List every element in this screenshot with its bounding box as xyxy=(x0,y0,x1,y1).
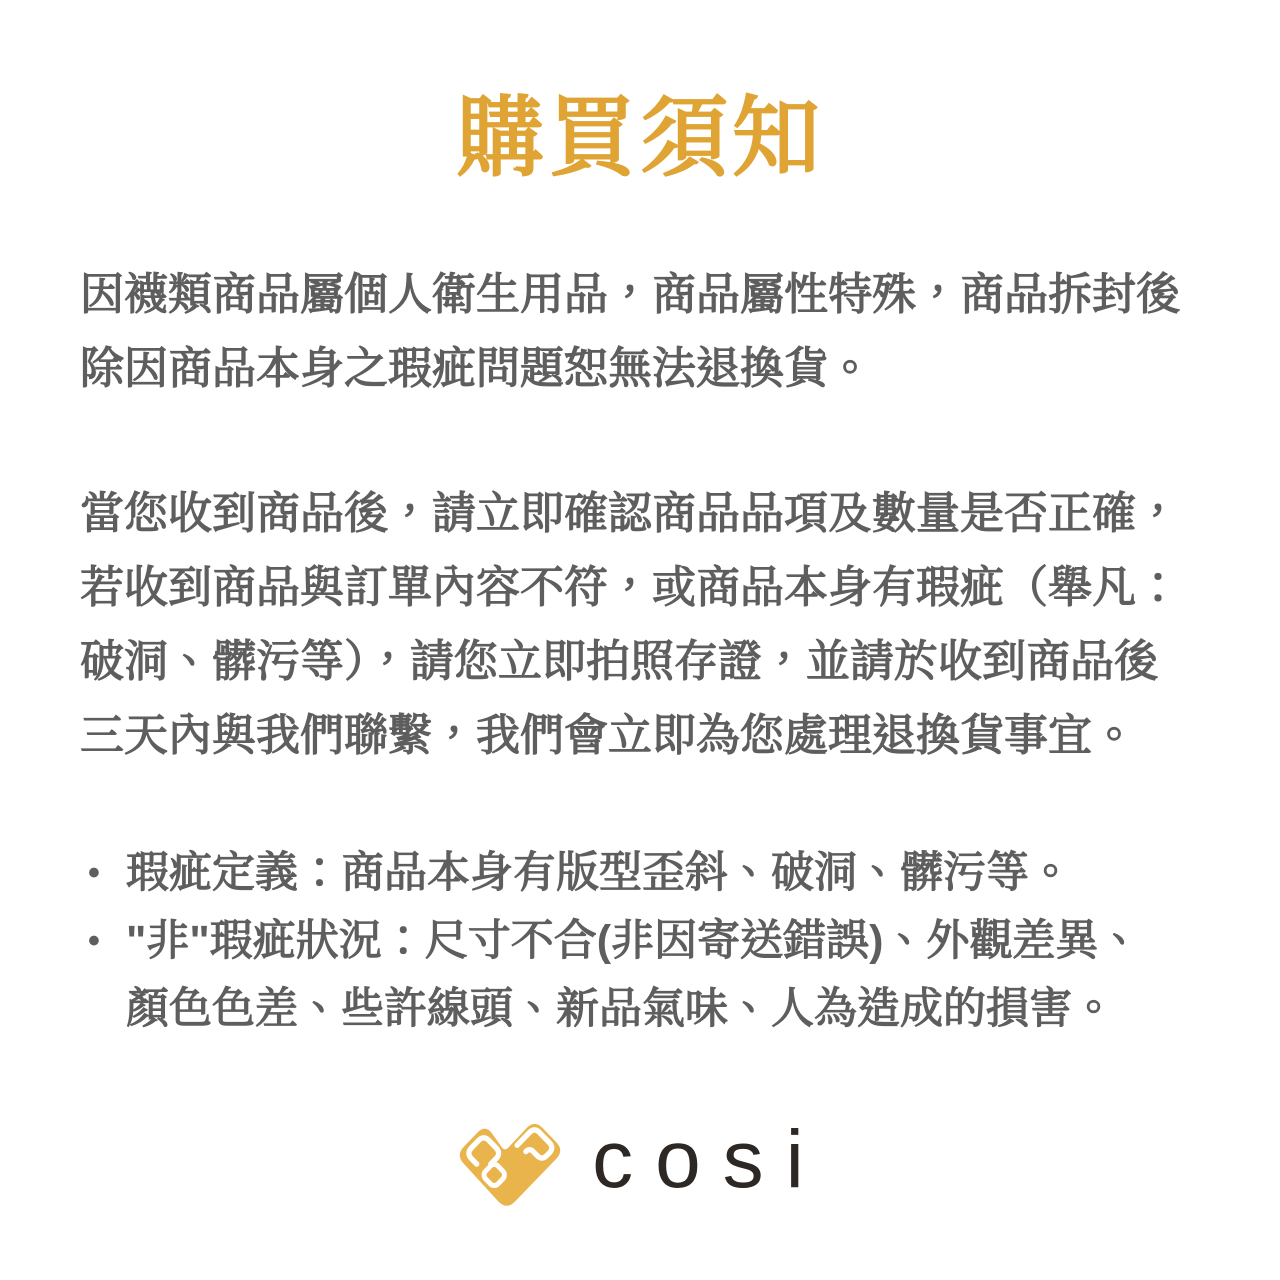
paragraph-inspection-policy xyxy=(80,477,1200,773)
bullet-non-defect-conditions xyxy=(80,907,1200,1043)
paragraph-hygiene-policy xyxy=(80,258,1200,406)
bullet-defect-definition xyxy=(80,839,1200,907)
bullet-dot: • xyxy=(88,922,100,960)
brand-footer xyxy=(0,1114,1280,1213)
text-line: 若收到商品與訂單內容不符，或商品本身有瑕疵（舉凡： xyxy=(80,563,1180,612)
text-line: 除因商品本身之瑕疵問題恕無法退換貨。 xyxy=(80,344,872,393)
text-line: 當您收到商品後，請立即確認商品品項及數量是否正確， xyxy=(80,489,1180,538)
text-line: 三天內與我們聯繫，我們會立即為您處理退換貨事宜。 xyxy=(80,711,1136,760)
text-line: 顏色色差、些許線頭、新品氣味、人為造成的損害。 xyxy=(126,985,1115,1033)
page-title: 購買須知 xyxy=(455,88,824,187)
text-line: 因襪類商品屬個人衛生用品，商品屬性特殊，商品拆封後 xyxy=(80,270,1180,319)
text-line: 瑕疵定義：商品本身有版型歪斜、破洞、髒污等。 xyxy=(126,849,1072,897)
text-line: "非"瑕疵狀況：尺寸不合(非因寄送錯誤)、外觀差異、 xyxy=(126,917,1142,965)
notice-bullet-list xyxy=(80,839,1200,1043)
bullet-text xyxy=(126,839,1200,907)
bullet-dot: • xyxy=(88,854,100,892)
text-line: 破洞、髒污等），請您立即拍照存證，並請於收到商品後 xyxy=(80,637,1158,686)
cosi-heart-logo-icon xyxy=(454,1117,566,1213)
bullet-text xyxy=(126,907,1200,1043)
notice-content xyxy=(80,258,1200,1043)
brand-name: cosi xyxy=(592,1114,826,1205)
